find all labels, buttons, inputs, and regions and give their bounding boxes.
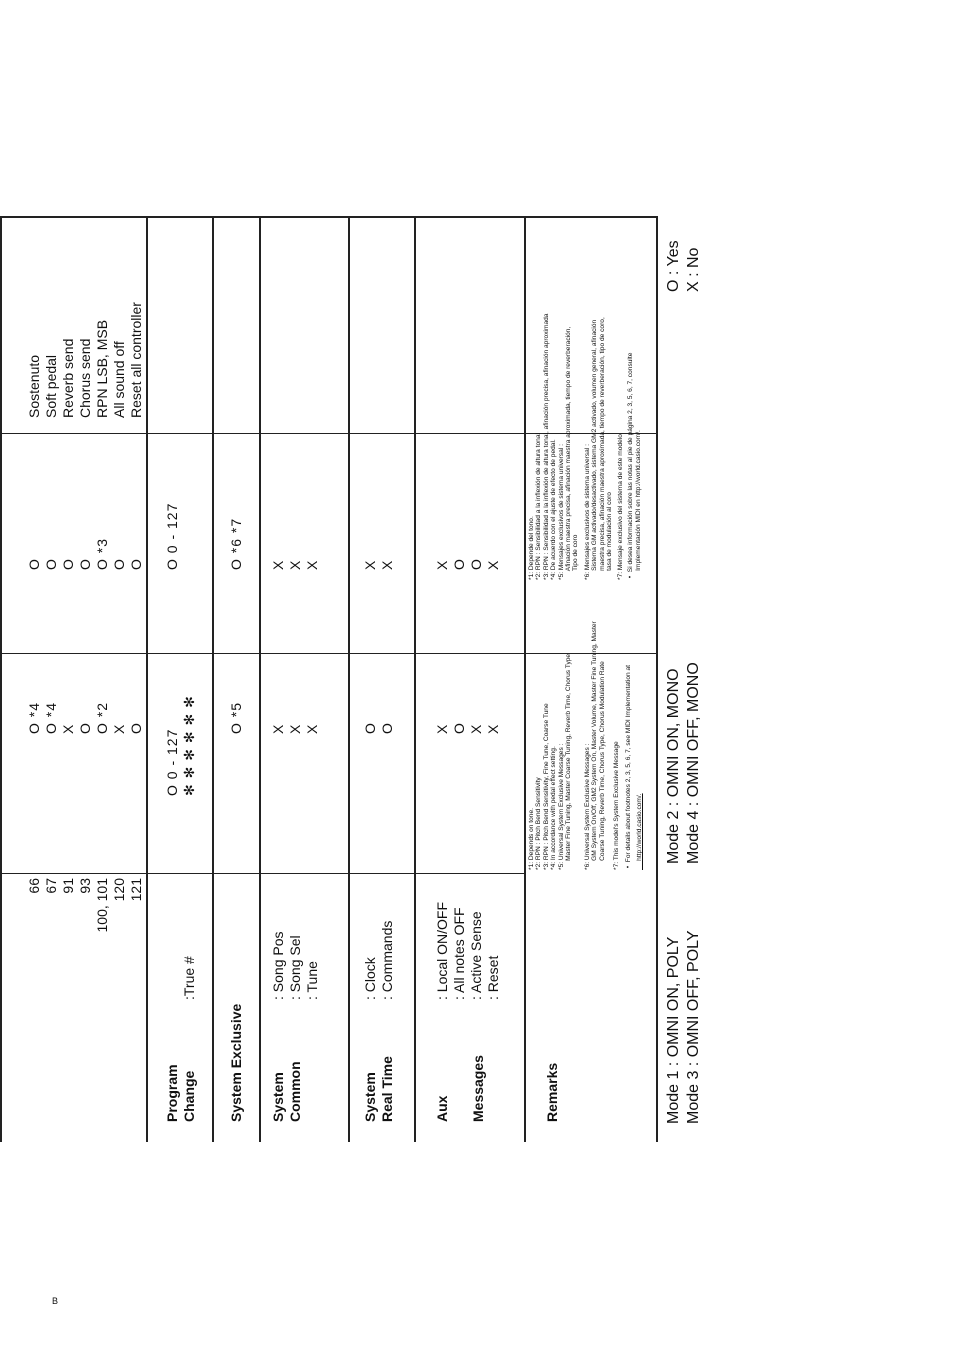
column-divider bbox=[0, 433, 658, 434]
controller-name: Soft pedal bbox=[43, 354, 59, 418]
aux-recognized: O bbox=[451, 558, 467, 570]
system-real-time-sub: : Clock bbox=[362, 957, 378, 1000]
transmitted-value: O *4 bbox=[43, 701, 59, 734]
recognized-value: O bbox=[60, 558, 76, 570]
row-divider bbox=[259, 216, 261, 1142]
system-common-sub: : Song Pos bbox=[270, 931, 286, 1000]
remark-line: Coarse Tuning, Reverb Time, Chorus Type, Chorus Modulation Rate bbox=[598, 661, 606, 870]
transmitted-value: O *2 bbox=[94, 701, 110, 734]
system-real-time-label-1: System bbox=[362, 1072, 378, 1122]
system-common-label-2: Common bbox=[287, 1061, 303, 1122]
transmitted-value: O bbox=[77, 722, 93, 734]
system-real-time-transmitted: O bbox=[379, 722, 395, 734]
remark-line: *1: Depende del tono. bbox=[528, 516, 535, 580]
remark-line: *5: Universal System Exclusive Messages : bbox=[557, 743, 565, 870]
remark-line: *1: Depends on tone. bbox=[528, 808, 535, 870]
aux-transmitted: X bbox=[468, 723, 484, 734]
aux-sub: : Active Sense bbox=[468, 911, 484, 1000]
system-common-recognized: X bbox=[287, 559, 303, 570]
remark-line: *4: De acuerdo con el ajuste de efecto de pedal. bbox=[550, 439, 558, 580]
remark-line: • Si desea información sobre las notas al pie de página 2, 3, 5, 6, 7, consulte bbox=[627, 352, 634, 580]
recognized-value: O bbox=[111, 558, 127, 570]
transmitted-value: O *4 bbox=[26, 701, 42, 734]
aux-sub: : Local ON/OFF bbox=[434, 901, 450, 1000]
controller-number: 93 bbox=[77, 878, 93, 894]
system-real-time-transmitted: O bbox=[362, 722, 378, 734]
recognized-value: O bbox=[26, 558, 42, 570]
remark-line: Tipo de coro bbox=[572, 534, 580, 580]
remark-line: *3: RPN : Pitch Bend Sensitivity, Fine Tune, Coarse Tune bbox=[542, 703, 550, 870]
controller-name: All sound off bbox=[111, 341, 127, 418]
row-divider bbox=[414, 216, 416, 1142]
aux-sub: : All notes OFF bbox=[451, 907, 467, 1000]
remark-line: tasa de modulación al coro bbox=[606, 492, 614, 580]
controller-number: 67 bbox=[43, 878, 59, 894]
row-divider bbox=[146, 216, 148, 1142]
aux-sub: : Reset bbox=[485, 955, 501, 1000]
program-change-label-2: Change bbox=[181, 1070, 197, 1122]
system-real-time-recognized: X bbox=[362, 559, 378, 570]
column-divider bbox=[0, 873, 524, 874]
controller-number: 121 bbox=[128, 878, 144, 902]
controller-name: Sostenuto bbox=[26, 354, 42, 418]
remark-line: Afinación maestra precisa, afinación maestra aproximada, tiempo de reverberación, bbox=[565, 326, 572, 580]
system-common-transmitted: X bbox=[287, 723, 303, 734]
remarks-label: Remarks bbox=[544, 1062, 560, 1122]
remark-line: *6: Universal System Exclusive Messages : bbox=[584, 743, 591, 870]
controller-name: Reverb send bbox=[60, 338, 76, 418]
program-change-sub: :True # bbox=[181, 956, 197, 1000]
system-common-sub: : Tune bbox=[304, 961, 320, 1000]
system-real-time-label-2: Real Time bbox=[379, 1056, 395, 1122]
remark-line: Master Fine Tuning, Master Coarse Tuning, Reverb Time, Chorus Type bbox=[565, 653, 572, 870]
remark-line: GM System On/Off, GM2 System On, Master Volume, Master Fine Tuning, Master bbox=[591, 621, 599, 870]
recognized-value: O *3 bbox=[94, 537, 110, 570]
remark-line: *2: RPN : Sensibilidad a la inflexión de altura tonal bbox=[535, 433, 543, 580]
system-exclusive-transmitted: O *5 bbox=[228, 701, 244, 734]
system-exclusive-label: System Exclusive bbox=[228, 1003, 244, 1122]
remark-line: *5: Mensajes exclusivos de sistema universal : bbox=[557, 444, 565, 580]
controller-name: Chorus send bbox=[77, 338, 93, 418]
controller-number: 100, 101 bbox=[94, 878, 110, 933]
mode-2: Mode 2 : OMNI ON, MONO bbox=[665, 668, 682, 864]
remark-line: maestra precisa, afinación maestra aproximada, tiempo de reverberación, tipo de coro, bbox=[598, 317, 606, 580]
remark-line: *7: This model's System Exclusive Message bbox=[613, 741, 620, 870]
column-divider bbox=[0, 653, 524, 654]
remarks-divider bbox=[524, 653, 590, 654]
system-common-transmitted: X bbox=[304, 723, 320, 734]
program-change-transmitted: O 0 - 127 bbox=[164, 728, 180, 796]
legend-yes: O : Yes bbox=[665, 240, 682, 292]
aux-transmitted: O bbox=[451, 722, 467, 734]
recognized-value: O bbox=[77, 558, 93, 570]
program-change-recognized: O 0 - 127 bbox=[164, 502, 180, 570]
remark-line: • For details about footnotes 2, 3, 5, 6, 7, see MIDI Implementation at bbox=[625, 665, 632, 870]
aux-recognized: X bbox=[434, 559, 450, 570]
controller-number: 66 bbox=[26, 878, 42, 894]
transmitted-value: O bbox=[128, 722, 144, 734]
aux-transmitted: X bbox=[434, 723, 450, 734]
table-top-border bbox=[0, 216, 2, 1142]
system-common-label-1: System bbox=[270, 1072, 286, 1122]
system-real-time-recognized: X bbox=[379, 559, 395, 570]
remark-line: *6: Mensajes exclusivos de sistema universal : bbox=[584, 444, 591, 580]
program-change-asterisks: ✻ ✻ ✻ ✻ ✻ ✻ bbox=[181, 695, 197, 796]
system-common-transmitted: X bbox=[270, 723, 286, 734]
recognized-value: O bbox=[43, 558, 59, 570]
aux-recognized: X bbox=[485, 559, 501, 570]
rotated-midi-chart bbox=[0, 212, 720, 1142]
remark-line: *7: Mensaje exclusivo del sistema de este modelo bbox=[617, 434, 624, 580]
remark-line: *2: RPN : Pitch Bend Sensitivity bbox=[535, 777, 543, 870]
remark-line: Implementación MIDI en http://world.casio.com/. bbox=[635, 430, 642, 580]
system-real-time-sub: : Commands bbox=[379, 920, 395, 1000]
remark-line: Sistema GM activado/desactivado, sistema GM2 activado, volumen general, afinación bbox=[591, 319, 599, 580]
row-divider bbox=[212, 216, 214, 1142]
aux-recognized: O bbox=[468, 558, 484, 570]
row-divider bbox=[524, 216, 526, 1142]
transmitted-value: X bbox=[60, 723, 76, 734]
messages-label: Messages bbox=[470, 1055, 486, 1122]
aux-transmitted: X bbox=[485, 723, 501, 734]
page-label: B bbox=[52, 1296, 59, 1306]
system-common-sub: : Song Sel bbox=[287, 935, 303, 1000]
row-divider bbox=[348, 216, 350, 1142]
system-common-recognized: X bbox=[270, 559, 286, 570]
program-change-label-1: Program bbox=[164, 1064, 180, 1122]
mode-4: Mode 4 : OMNI OFF, MONO bbox=[685, 662, 702, 864]
controller-number: 91 bbox=[60, 878, 76, 894]
controller-number: 120 bbox=[111, 878, 127, 902]
mode-1: Mode 1 : OMNI ON, POLY bbox=[665, 936, 682, 1124]
system-common-recognized: X bbox=[304, 559, 320, 570]
controller-name: Reset all controller bbox=[128, 302, 144, 418]
mode-3: Mode 3 : OMNI OFF, POLY bbox=[685, 930, 702, 1124]
controller-name: RPN LSB, MSB bbox=[94, 319, 110, 418]
system-exclusive-recognized: O *6 *7 bbox=[228, 517, 244, 570]
legend-no: X : No bbox=[685, 247, 702, 292]
remark-link[interactable]: http://world.casio.com/. bbox=[636, 793, 643, 870]
remark-line: *4: In accordance with pedal effect setting. bbox=[550, 746, 558, 870]
recognized-value: O bbox=[128, 558, 144, 570]
transmitted-value: X bbox=[111, 723, 127, 734]
aux-label: Aux bbox=[434, 1095, 450, 1122]
remark-line: *3: RPN : Sensibilidad a la inflexión de altura tonal, afinación precisa, afinación aproximada bbox=[542, 313, 550, 580]
